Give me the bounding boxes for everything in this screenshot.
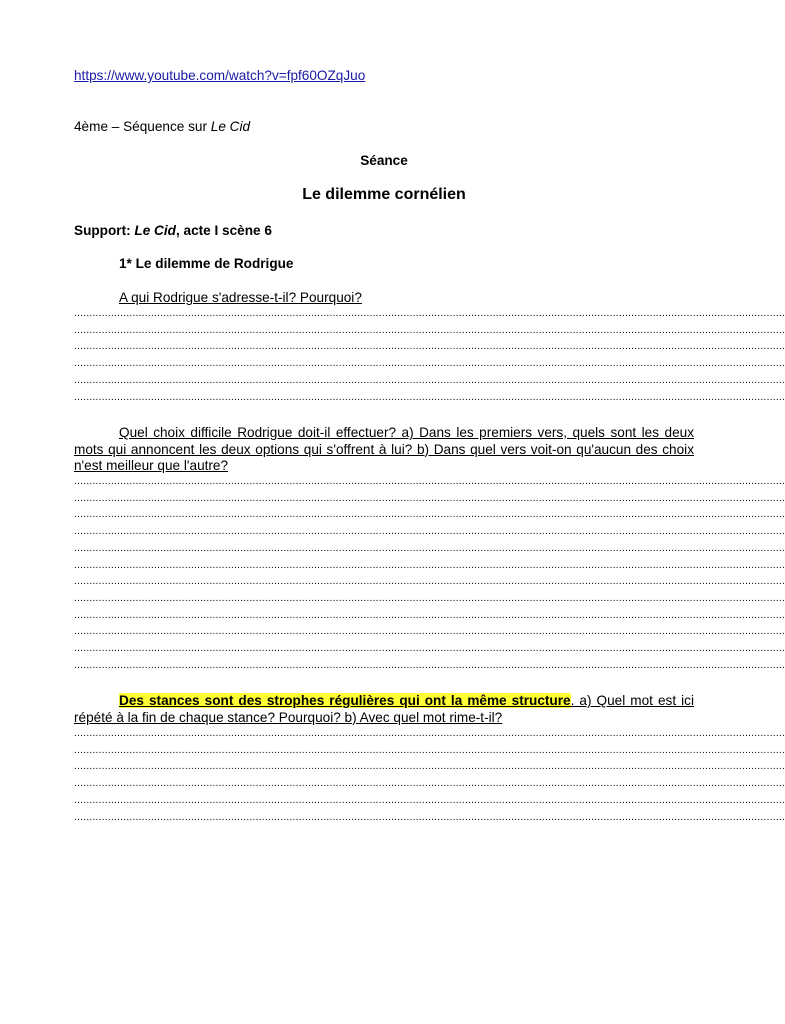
- highlighted-definition: Des stances sont des strophes régulières qui ont la même structure: [119, 693, 571, 708]
- answer-line: .......................................................................................................................................................................................................................................: [74, 324, 785, 336]
- youtube-link[interactable]: https://www.youtube.com/watch?v=fpf60OZqJuo: [74, 68, 366, 83]
- answer-line: .......................................................................................................................................................................................................................................: [74, 308, 785, 319]
- answer-line: .......................................................................................................................................................................................................................................: [74, 744, 785, 756]
- level-heading: [74, 119, 250, 134]
- level-work-title: Le Cid: [210, 119, 251, 134]
- answer-line: .......................................................................................................................................................................................................................................: [74, 358, 785, 370]
- answer-line: .......................................................................................................................................................................................................................................: [74, 492, 785, 504]
- answer-line: .......................................................................................................................................................................................................................................: [74, 778, 785, 790]
- question-3-text: . a) Quel mot est ici répété à la fin de chaque stance? Pourquoi? b) Avec quel mot rime-t-il?: [74, 693, 694, 725]
- answer-line: .......................................................................................................................................................................................................................................: [74, 728, 785, 739]
- question-2: [74, 425, 694, 475]
- answer-line: .......................................................................................................................................................................................................................................: [74, 509, 785, 521]
- answer-line: .......................................................................................................................................................................................................................................: [74, 794, 785, 806]
- answer-line: .......................................................................................................................................................................................................................................: [74, 341, 785, 353]
- answer-lines-2: [74, 474, 785, 674]
- answer-line: .......................................................................................................................................................................................................................................: [74, 626, 785, 638]
- answer-line: .......................................................................................................................................................................................................................................: [74, 476, 785, 487]
- answer-line: .......................................................................................................................................................................................................................................: [74, 761, 785, 773]
- question-2-text: Quel choix difficile Rodrigue doit-il effectuer? a) Dans les premiers vers, quels sont les deux mots qui annoncent les deux options qui s'offrent à lui? b) Dans quel vers voit-on qu'aucun des choix n'est meilleur que l'autre?: [74, 425, 694, 473]
- answer-line: .......................................................................................................................................................................................................................................: [74, 811, 785, 823]
- answer-line: .......................................................................................................................................................................................................................................: [74, 609, 785, 621]
- section-heading: 1* Le dilemme de Rodrigue: [119, 256, 294, 271]
- support-work: Le Cid: [134, 223, 176, 238]
- seance-heading: Séance: [360, 153, 408, 168]
- answer-line: .......................................................................................................................................................................................................................................: [74, 542, 785, 554]
- support-line: [74, 223, 272, 238]
- answer-line: .......................................................................................................................................................................................................................................: [74, 526, 785, 538]
- answer-line: .......................................................................................................................................................................................................................................: [74, 659, 785, 671]
- answer-line: .......................................................................................................................................................................................................................................: [74, 391, 785, 403]
- answer-line: .......................................................................................................................................................................................................................................: [74, 643, 785, 655]
- level-prefix: 4ème – Séquence sur: [74, 119, 211, 134]
- question-1: A qui Rodrigue s'adresse-t-il? Pourquoi?: [119, 290, 362, 305]
- page-title: Le dilemme cornélien: [302, 186, 466, 203]
- answer-line: .......................................................................................................................................................................................................................................: [74, 592, 785, 604]
- support-rest: , acte I scène 6: [175, 223, 272, 238]
- question-3: [74, 693, 694, 726]
- answer-lines-3: [74, 726, 785, 826]
- answer-lines-1: [74, 306, 785, 406]
- support-label: Support:: [74, 223, 135, 238]
- answer-line: .......................................................................................................................................................................................................................................: [74, 559, 785, 571]
- answer-line: .......................................................................................................................................................................................................................................: [74, 374, 785, 386]
- answer-line: .......................................................................................................................................................................................................................................: [74, 576, 785, 588]
